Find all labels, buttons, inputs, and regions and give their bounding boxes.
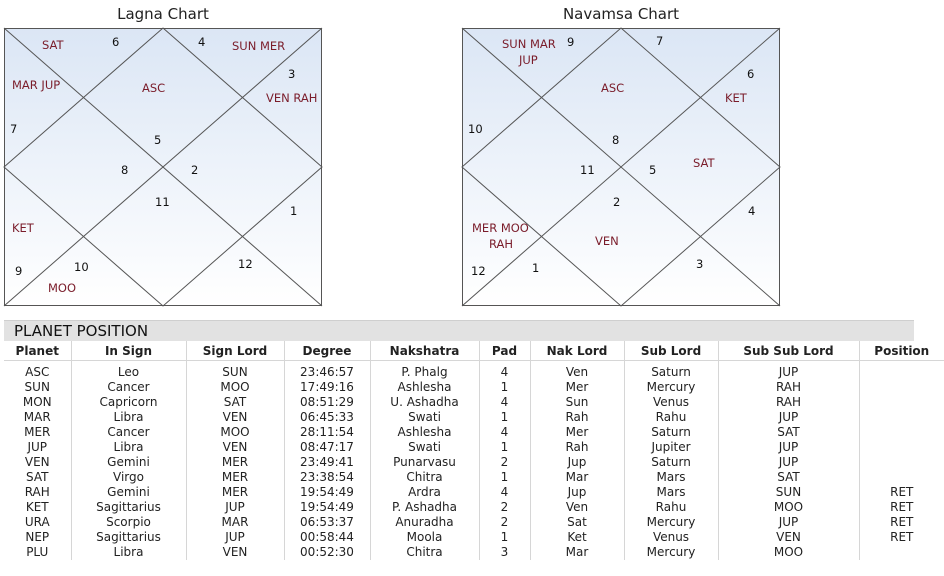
house-number: 5 — [154, 133, 162, 147]
table-row — [4, 515, 944, 530]
table-cell: Rahu — [624, 410, 718, 425]
table-cell: 3 — [479, 545, 530, 560]
house-number: 11 — [155, 195, 170, 209]
table-cell: Punarvasu — [370, 455, 479, 470]
table-cell: 08:47:17 — [284, 440, 370, 455]
table-row — [4, 455, 944, 470]
house-number: 4 — [748, 204, 756, 218]
table-cell: 2 — [479, 515, 530, 530]
house-number: 1 — [290, 204, 298, 218]
table-cell: Sat — [530, 515, 624, 530]
table-cell: 19:54:49 — [284, 500, 370, 515]
table-cell: Gemini — [71, 485, 186, 500]
table-cell: Sun — [530, 395, 624, 410]
table-cell: JUP — [186, 530, 284, 545]
column-header: Nak Lord — [530, 341, 624, 361]
table-cell: 4 — [479, 485, 530, 500]
house-number: 7 — [10, 122, 18, 136]
table-cell: 06:53:37 — [284, 515, 370, 530]
table-cell: P. Ashadha — [370, 500, 479, 515]
house-number: 1 — [532, 261, 540, 275]
planet-position-title: PLANET POSITION — [14, 322, 149, 340]
table-cell: Jup — [530, 485, 624, 500]
column-header: Degree — [284, 341, 370, 361]
house-number: 5 — [649, 163, 657, 177]
table-cell: Mercury — [624, 545, 718, 560]
table-cell: Venus — [624, 530, 718, 545]
table-cell: Swati — [370, 410, 479, 425]
column-header: Planet — [4, 341, 71, 361]
table-cell: JUP — [718, 440, 859, 455]
planet-position-header — [4, 320, 914, 341]
table-cell: SUN — [186, 361, 284, 381]
table-cell: Capricorn — [71, 395, 186, 410]
navamsa-chart-title: Navamsa Chart — [562, 5, 680, 23]
lagna-chart-grid — [4, 28, 322, 306]
table-row — [4, 395, 944, 410]
table-cell: NEP — [25, 530, 50, 544]
table-cell: Gemini — [71, 455, 186, 470]
table-cell: KET — [25, 500, 49, 514]
table-cell: Libra — [71, 410, 186, 425]
table-cell: RET — [859, 515, 944, 530]
table-cell: 28:11:54 — [284, 425, 370, 440]
house-planets: VEN RAH — [266, 91, 318, 105]
table-cell: Cancer — [71, 425, 186, 440]
house-number: 4 — [198, 35, 206, 49]
table-cell: JUP — [27, 440, 48, 454]
table-cell: MOO — [718, 500, 859, 515]
navamsa-chart — [462, 0, 780, 310]
table-cell: 4 — [479, 361, 530, 381]
table-cell: Chitra — [370, 545, 479, 560]
house-planets: JUP — [519, 53, 538, 67]
house-number: 9 — [567, 35, 575, 49]
table-cell: Chitra — [370, 470, 479, 485]
table-cell: Mer — [530, 425, 624, 440]
table-cell — [859, 545, 944, 560]
house-planets: SUN MER — [232, 39, 286, 53]
table-cell: RAH — [24, 485, 50, 499]
table-cell: Ven — [530, 361, 624, 381]
table-cell: 1 — [479, 530, 530, 545]
table-cell: Jup — [530, 455, 624, 470]
table-cell: SAT — [718, 425, 859, 440]
table-cell: VEN — [186, 410, 284, 425]
table-cell: Ven — [530, 500, 624, 515]
house-planets: KET — [725, 91, 747, 105]
house-number: 9 — [15, 264, 23, 278]
planet-position-table — [4, 341, 944, 560]
house-number: 3 — [288, 67, 296, 81]
table-cell: RET — [859, 485, 944, 500]
table-cell: JUP — [718, 515, 859, 530]
table-cell: MER — [186, 485, 284, 500]
house-number: 8 — [612, 133, 620, 147]
table-cell: URA — [24, 515, 50, 529]
house-number: 8 — [121, 163, 129, 177]
table-cell: Ashlesha — [370, 380, 479, 395]
table-row — [4, 440, 944, 455]
table-cell: Mar — [530, 470, 624, 485]
lagna-chart-title: Lagna Chart — [117, 5, 209, 23]
table-cell: 17:49:16 — [284, 380, 370, 395]
table-cell: SUN — [718, 485, 859, 500]
house-number: 10 — [468, 122, 483, 136]
table-cell: Leo — [71, 361, 186, 381]
house-number: 12 — [238, 257, 253, 271]
table-cell: U. Ashadha — [370, 395, 479, 410]
table-cell: 2 — [479, 455, 530, 470]
table-cell: 23:46:57 — [284, 361, 370, 381]
table-cell: Saturn — [624, 361, 718, 381]
table-cell: MER — [186, 455, 284, 470]
table-cell: Mars — [624, 485, 718, 500]
table-cell: Anuradha — [370, 515, 479, 530]
table-row — [4, 470, 944, 485]
table-cell: MON — [22, 395, 52, 409]
column-header: Sub Sub Lord — [718, 341, 859, 361]
table-cell: Saturn — [624, 455, 718, 470]
table-cell: SAT — [186, 395, 284, 410]
house-number: 12 — [471, 264, 486, 278]
table-cell: Ardra — [370, 485, 479, 500]
house-number: 6 — [112, 35, 120, 49]
table-cell: RAH — [718, 395, 859, 410]
column-header: In Sign — [71, 341, 186, 361]
table-cell: VEN — [186, 545, 284, 560]
table-cell: 06:45:33 — [284, 410, 370, 425]
table-cell: 4 — [479, 395, 530, 410]
table-cell — [859, 455, 944, 470]
table-row — [4, 530, 944, 545]
table-row — [4, 500, 944, 515]
table-cell: JUP — [718, 410, 859, 425]
table-cell: JUP — [186, 500, 284, 515]
table-cell — [859, 470, 944, 485]
column-header: Sign Lord — [186, 341, 284, 361]
table-cell: MER — [24, 425, 51, 439]
table-header-row — [4, 341, 944, 361]
table-cell: 1 — [479, 470, 530, 485]
table-cell: SUN — [24, 380, 50, 394]
table-cell: Scorpio — [71, 515, 186, 530]
table-cell: Ashlesha — [370, 425, 479, 440]
table-cell: Sagittarius — [71, 530, 186, 545]
table-cell: Mars — [624, 470, 718, 485]
house-planets: SAT — [693, 156, 715, 170]
table-row — [4, 425, 944, 440]
table-row — [4, 361, 944, 381]
table-cell: Venus — [624, 395, 718, 410]
lagna-chart — [4, 0, 322, 310]
house-number: 7 — [656, 34, 664, 48]
house-planets: MAR JUP — [12, 78, 61, 92]
table-cell: Rah — [530, 440, 624, 455]
table-cell: 1 — [479, 440, 530, 455]
table-cell: Mer — [530, 380, 624, 395]
house-number: 11 — [580, 163, 595, 177]
column-header: Nakshatra — [370, 341, 479, 361]
column-header: Position — [859, 341, 944, 361]
table-cell: Rahu — [624, 500, 718, 515]
table-cell: ASC — [25, 365, 50, 379]
house-planets: MER MOO — [472, 221, 529, 235]
house-planets: RAH — [489, 237, 514, 251]
house-planets: MOO — [48, 281, 77, 295]
column-header: Sub Lord — [624, 341, 718, 361]
house-number: 3 — [696, 257, 704, 271]
house-number: 2 — [613, 195, 621, 209]
table-cell: Libra — [71, 440, 186, 455]
house-planets: ASC — [601, 81, 625, 95]
house-planets: ASC — [142, 81, 166, 95]
house-number: 6 — [747, 67, 755, 81]
table-cell: Moola — [370, 530, 479, 545]
table-cell: PLU — [26, 545, 49, 559]
table-cell: VEN — [186, 440, 284, 455]
table-cell: Mercury — [624, 380, 718, 395]
table-cell: 1 — [479, 380, 530, 395]
table-cell: VEN — [24, 455, 50, 469]
table-cell: RET — [859, 500, 944, 515]
house-number: 2 — [191, 163, 199, 177]
table-cell — [859, 440, 944, 455]
table-cell — [859, 425, 944, 440]
table-cell: Ket — [530, 530, 624, 545]
navamsa-chart-grid — [462, 28, 780, 306]
house-planets: KET — [12, 221, 34, 235]
table-cell: Sagittarius — [71, 500, 186, 515]
table-cell: 08:51:29 — [284, 395, 370, 410]
table-row — [4, 485, 944, 500]
house-planets: SUN MAR — [502, 37, 556, 51]
house-number: 10 — [74, 260, 89, 274]
table-row — [4, 545, 944, 560]
table-cell: Virgo — [71, 470, 186, 485]
table-row — [4, 410, 944, 425]
table-cell: VEN — [718, 530, 859, 545]
table-cell: Libra — [71, 545, 186, 560]
table-cell: MER — [186, 470, 284, 485]
table-cell: 2 — [479, 500, 530, 515]
table-cell — [859, 380, 944, 395]
table-cell: 1 — [479, 410, 530, 425]
table-cell: JUP — [718, 455, 859, 470]
table-cell: Mar — [530, 545, 624, 560]
table-cell: SAT — [718, 470, 859, 485]
table-cell: RAH — [718, 380, 859, 395]
table-cell: JUP — [718, 361, 859, 381]
table-cell: 4 — [479, 425, 530, 440]
table-cell — [859, 361, 944, 381]
table-cell: Rah — [530, 410, 624, 425]
house-planets: SAT — [42, 38, 64, 52]
table-cell — [859, 410, 944, 425]
table-cell: SAT — [26, 470, 49, 484]
table-cell: MAR — [186, 515, 284, 530]
table-cell: Swati — [370, 440, 479, 455]
table-cell: 19:54:49 — [284, 485, 370, 500]
table-row — [4, 380, 944, 395]
table-cell: Cancer — [71, 380, 186, 395]
table-cell: Jupiter — [624, 440, 718, 455]
table-cell: 23:38:54 — [284, 470, 370, 485]
table-cell: RET — [859, 530, 944, 545]
table-cell: MAR — [23, 410, 51, 424]
table-cell: P. Phalg — [370, 361, 479, 381]
table-cell: 00:52:30 — [284, 545, 370, 560]
table-cell: 23:49:41 — [284, 455, 370, 470]
table-cell: Mercury — [624, 515, 718, 530]
table-cell: MOO — [186, 380, 284, 395]
table-cell: MOO — [186, 425, 284, 440]
table-cell: Saturn — [624, 425, 718, 440]
table-cell: MOO — [718, 545, 859, 560]
table-cell: 00:58:44 — [284, 530, 370, 545]
column-header: Pad — [479, 341, 530, 361]
house-planets: VEN — [595, 234, 619, 248]
table-cell — [859, 395, 944, 410]
